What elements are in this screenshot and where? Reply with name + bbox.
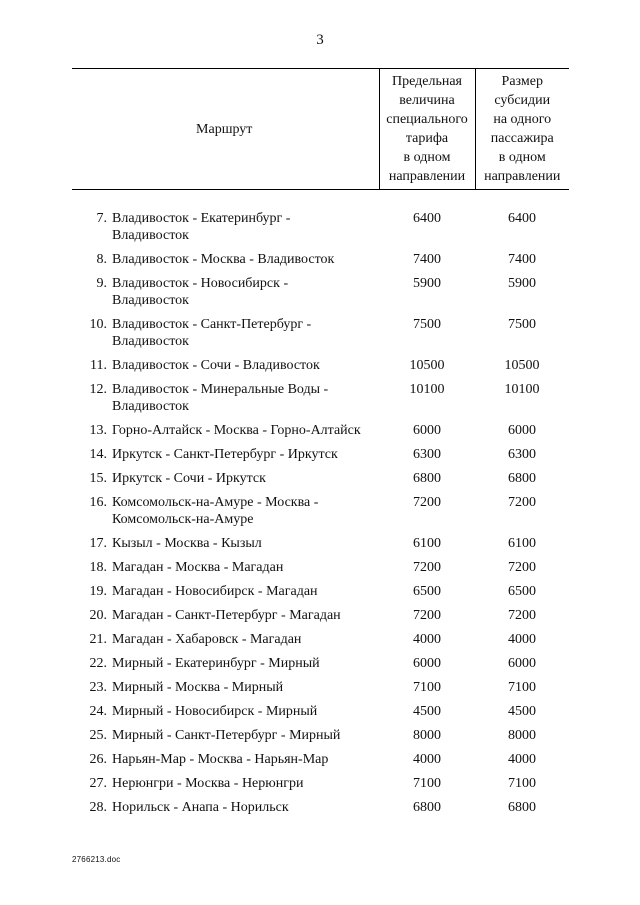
route-name [112, 607, 379, 624]
route-name [112, 703, 379, 720]
subsidy-cell: 6500 [508, 584, 536, 599]
route-cell [72, 703, 379, 727]
table-row [72, 631, 569, 655]
table-header [72, 69, 569, 190]
subsidy-cell: 6800 [508, 471, 536, 486]
tariff-cell: 7100 [413, 776, 441, 791]
row-number: 18. [89, 560, 107, 575]
route-line: Владивосток - Сочи - Владивосток [112, 358, 320, 373]
header-subsidy-line: направлении [484, 169, 561, 184]
row-number: 22. [89, 656, 107, 671]
header-subsidy [475, 69, 569, 190]
route-name [112, 251, 379, 268]
row-number: 19. [89, 584, 107, 599]
table-row [72, 381, 569, 422]
table-row [72, 727, 569, 751]
routes-table [72, 68, 569, 823]
table-body [72, 190, 569, 824]
tariff-cell: 6100 [413, 536, 441, 551]
footer-filename: 2766213.doc [72, 855, 121, 864]
tariff-cell: 10500 [409, 358, 445, 373]
route-cell [72, 655, 379, 679]
subsidy-cell: 7100 [508, 776, 536, 791]
route-line: Иркутск - Санкт-Петербург - Иркутск [112, 447, 338, 462]
table-row [72, 446, 569, 470]
route-name [112, 357, 379, 374]
route-name [112, 655, 379, 672]
row-number: 13. [89, 423, 107, 438]
route-cell [72, 275, 379, 316]
subsidy-cell: 7200 [508, 608, 536, 623]
row-number: 28. [89, 800, 107, 815]
table-row [72, 607, 569, 631]
route-name [112, 631, 379, 648]
tariff-cell: 6800 [413, 471, 441, 486]
tariff-cell: 5900 [413, 276, 441, 291]
row-number: 25. [89, 728, 107, 743]
subsidy-cell: 6800 [508, 800, 536, 815]
header-tariff-line: специального [386, 112, 468, 127]
tariff-cell: 7500 [413, 317, 441, 332]
subsidy-cell: 5900 [508, 276, 536, 291]
route-name [112, 775, 379, 792]
route-name [112, 799, 379, 816]
subsidy-cell: 8000 [508, 728, 536, 743]
route-line: Мирный - Санкт-Петербург - Мирный [112, 728, 341, 743]
table-row [72, 703, 569, 727]
route-line: Владивосток [112, 334, 189, 349]
route-cell [72, 559, 379, 583]
row-number: 10. [89, 317, 107, 332]
route-line: Горно-Алтайск - Москва - Горно-Алтайск [112, 423, 361, 438]
tariff-cell: 7100 [413, 680, 441, 695]
route-line: Кызыл - Москва - Кызыл [112, 536, 262, 551]
route-line: Мирный - Новосибирск - Мирный [112, 704, 318, 719]
route-line: Норильск - Анапа - Норильск [112, 800, 289, 815]
header-subsidy-line: Размер [501, 74, 543, 89]
header-subsidy-line: на одного [493, 112, 552, 127]
tariff-cell: 6000 [413, 656, 441, 671]
header-subsidy-line: в одном [498, 150, 546, 165]
route-line: Владивосток [112, 399, 189, 414]
route-cell [72, 381, 379, 422]
table-row [72, 775, 569, 799]
route-name [112, 316, 379, 350]
subsidy-cell: 10500 [504, 358, 540, 373]
table-row [72, 535, 569, 559]
tariff-cell: 7400 [413, 252, 441, 267]
table-row [72, 799, 569, 823]
route-line: Нарьян-Мар - Москва - Нарьян-Мар [112, 752, 329, 767]
route-name [112, 494, 379, 528]
subsidy-cell: 7200 [508, 495, 536, 510]
tariff-cell: 10100 [409, 382, 445, 397]
subsidy-cell: 6000 [508, 423, 536, 438]
tariff-cell: 7200 [413, 608, 441, 623]
tariff-cell: 6000 [413, 423, 441, 438]
header-tariff-line: в одном [403, 150, 451, 165]
subsidy-cell: 7400 [508, 252, 536, 267]
header-subsidy-line: пассажира [490, 131, 554, 146]
tariff-cell: 4500 [413, 704, 441, 719]
route-name [112, 470, 379, 487]
subsidy-cell: 4000 [508, 632, 536, 647]
subsidy-cell: 7500 [508, 317, 536, 332]
table-row [72, 422, 569, 446]
route-line: Магадан - Москва - Магадан [112, 560, 284, 575]
header-subsidy-line: субсидии [494, 93, 551, 108]
route-cell [72, 251, 379, 275]
route-cell [72, 607, 379, 631]
route-name [112, 381, 379, 415]
route-line: Комсомольск-на-Амуре [112, 512, 254, 527]
tariff-cell: 4000 [413, 632, 441, 647]
row-number: 26. [89, 752, 107, 767]
tariff-cell: 6500 [413, 584, 441, 599]
route-name [112, 727, 379, 744]
table-row [72, 210, 569, 251]
route-cell [72, 422, 379, 446]
route-cell [72, 470, 379, 494]
route-cell [72, 775, 379, 799]
table-row [72, 655, 569, 679]
row-number: 24. [89, 704, 107, 719]
table-row [72, 583, 569, 607]
subsidy-cell: 6400 [508, 211, 536, 226]
route-line: Владивосток - Новосибирск - [112, 276, 289, 291]
route-line: Магадан - Новосибирск - Магадан [112, 584, 318, 599]
route-name [112, 210, 379, 244]
header-tariff-line: направлении [388, 169, 466, 184]
route-cell [72, 583, 379, 607]
subsidy-cell: 7100 [508, 680, 536, 695]
subsidy-cell: 4500 [508, 704, 536, 719]
table-row [72, 251, 569, 275]
row-number: 8. [96, 252, 107, 267]
route-line: Магадан - Хабаровск - Магадан [112, 632, 302, 647]
route-name [112, 422, 379, 439]
row-number: 15. [89, 471, 107, 486]
table-row [72, 357, 569, 381]
route-line: Владивосток [112, 293, 189, 308]
row-number: 12. [89, 382, 107, 397]
tariff-cell: 6800 [413, 800, 441, 815]
row-number: 27. [89, 776, 107, 791]
route-line: Мирный - Москва - Мирный [112, 680, 284, 695]
subsidy-cell: 7200 [508, 560, 536, 575]
table-row [72, 494, 569, 535]
route-cell [72, 210, 379, 251]
route-cell [72, 316, 379, 357]
route-cell [72, 446, 379, 470]
route-name [112, 583, 379, 600]
tariff-cell: 6300 [413, 447, 441, 462]
header-tariff [379, 69, 475, 190]
tariff-cell: 6400 [413, 211, 441, 226]
route-cell [72, 727, 379, 751]
route-line: Владивосток - Екатеринбург - [112, 211, 291, 226]
subsidy-cell: 6100 [508, 536, 536, 551]
table-row [72, 275, 569, 316]
subsidy-cell: 6300 [508, 447, 536, 462]
tariff-cell: 7200 [413, 495, 441, 510]
route-line: Владивосток [112, 228, 189, 243]
row-number: 7. [96, 211, 107, 226]
route-name [112, 751, 379, 768]
header-tariff-line: тарифа [405, 131, 449, 146]
route-name [112, 679, 379, 696]
subsidy-cell: 10100 [504, 382, 540, 397]
subsidy-cell: 4000 [508, 752, 536, 767]
route-cell [72, 679, 379, 703]
table-row [72, 679, 569, 703]
route-line: Иркутск - Сочи - Иркутск [112, 471, 266, 486]
header-route: Маршрут [72, 69, 379, 190]
header-tariff-line: величина [399, 93, 455, 108]
row-number: 17. [89, 536, 107, 551]
route-line: Магадан - Санкт-Петербург - Магадан [112, 608, 341, 623]
route-name [112, 535, 379, 552]
page-number: 3 [316, 32, 324, 48]
route-name [112, 275, 379, 309]
row-number: 21. [89, 632, 107, 647]
route-cell [72, 751, 379, 775]
route-line: Нерюнгри - Москва - Нерюнгри [112, 776, 304, 791]
table-row [72, 316, 569, 357]
route-cell [72, 799, 379, 823]
row-number: 9. [96, 276, 107, 291]
route-cell [72, 631, 379, 655]
table-row [72, 559, 569, 583]
row-number: 11. [90, 358, 107, 373]
row-number: 14. [89, 447, 107, 462]
route-line: Владивосток - Москва - Владивосток [112, 252, 335, 267]
subsidy-cell: 6000 [508, 656, 536, 671]
route-line: Мирный - Екатеринбург - Мирный [112, 656, 320, 671]
route-line: Владивосток - Санкт-Петербург - [112, 317, 312, 332]
row-number: 16. [89, 495, 107, 510]
table-row [72, 470, 569, 494]
route-cell [72, 494, 379, 535]
header-tariff-line: Предельная [392, 74, 462, 89]
tariff-cell: 4000 [413, 752, 441, 767]
row-number: 20. [89, 608, 107, 623]
route-name [112, 559, 379, 576]
tariff-cell: 7200 [413, 560, 441, 575]
route-cell [72, 357, 379, 381]
tariff-cell: 8000 [413, 728, 441, 743]
header-spacer [72, 190, 569, 211]
route-line: Владивосток - Минеральные Воды - [112, 382, 329, 397]
table-row [72, 751, 569, 775]
row-number: 23. [89, 680, 107, 695]
route-line: Комсомольск-на-Амуре - Москва - [112, 495, 319, 510]
route-name [112, 446, 379, 463]
route-cell [72, 535, 379, 559]
